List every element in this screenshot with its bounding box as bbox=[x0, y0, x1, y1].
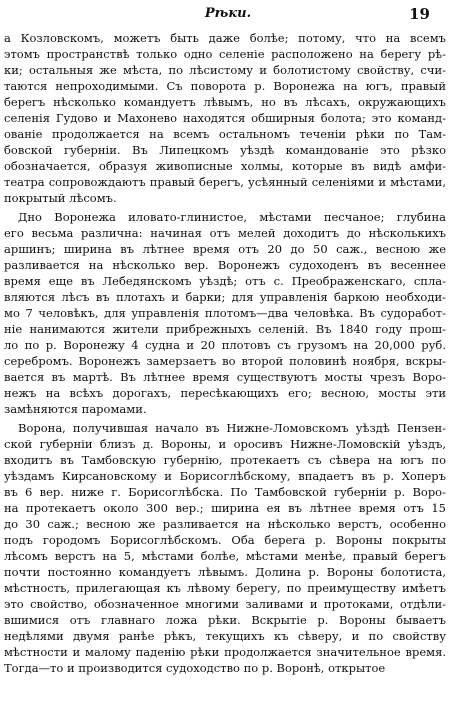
text-line: Дно Воронежа иловато-глинистое, мѣстами песчаное; глубина bbox=[18, 210, 446, 224]
text-line: почти постоянно командуетъ лѣвымъ. Долина р. Вороны болотиста, bbox=[4, 565, 446, 579]
text-line: аршинъ; ширина въ лѣтнее время отъ 20 до 50 саж., весною же bbox=[4, 242, 446, 256]
text-line: вшимися отъ главнаго ложа рѣки. Вскрытіе р. Вороны бываетъ bbox=[4, 613, 446, 627]
text-line: ки; остальныя же мѣста, по лѣсистому и болотистому свойству, счи- bbox=[4, 63, 446, 77]
text-line: его весьма различна: начиная отъ мелей доходитъ до нѣсколькихъ bbox=[4, 226, 446, 240]
text-line: а Козловскомъ, можетъ быть даже болѣе; потому, что на всемъ bbox=[4, 31, 446, 45]
body-text bbox=[4, 30, 446, 676]
text-line: вается въ мартѣ. Въ лѣтнее время существуютъ мосты чрезъ Воро- bbox=[4, 370, 446, 384]
text-line: Ворона, получившая начало въ Нижне-Ломовскомъ уѣздѣ Пензен- bbox=[18, 421, 446, 435]
text-line: бовской губерніи. Въ Липецкомъ уѣздѣ командованіе это рѣзко bbox=[4, 143, 446, 157]
page-header bbox=[0, 4, 456, 26]
text-line: театра сопровождаютъ правый берегъ, усѣянный селеніями и мѣстами, bbox=[4, 175, 446, 189]
text-line: время еще въ Лебедянскомъ уѣздѣ; отъ с. Преображенскаго, спла- bbox=[4, 274, 446, 288]
text-line: селенія Гудово и Махонево находятся обширныя болота; это команд- bbox=[4, 111, 446, 125]
text-line: вляются лѣсъ въ плотахъ и барки; для управленія баркою необходи- bbox=[4, 290, 446, 304]
text-line: берегъ нѣсколько командуетъ лѣвымъ, но въ лѣсахъ, окружающихъ bbox=[4, 95, 446, 109]
text-line: до 30 саж.; весною же разливается на нѣсколько верстъ, особенно bbox=[4, 517, 446, 531]
text-line: покрытый лѣсомъ. bbox=[4, 191, 117, 205]
text-line: Тогда—то и производится судоходство по р. Воронѣ, открытое bbox=[4, 661, 386, 675]
paragraph bbox=[4, 209, 446, 417]
text-line: лѣсомъ верстъ на 5, мѣстами болѣе, мѣстами менѣе, правый берегъ bbox=[4, 549, 446, 563]
page-number: 19 bbox=[409, 5, 430, 23]
text-line: ніе нанимаются жители прибрежныхъ селеній. Въ 1840 году прош- bbox=[4, 322, 446, 336]
text-line: ованіе продолжается на всемъ остальномъ теченіи рѣки по Там- bbox=[4, 127, 446, 141]
text-line: это свойство, обозначенное многими заливами и протоками, отдѣли- bbox=[4, 597, 446, 611]
text-line: нежъ на всѣхъ дорогахъ, пересѣкающихъ его; весною, мосты эти bbox=[4, 386, 446, 400]
text-line: ской губерніи близъ д. Вороны, и оросивъ Нижне-Ломовскій уѣздъ, bbox=[4, 437, 446, 451]
text-line: мѣстность, прилегающая къ лѣвому берегу, по преимуществу имѣетъ bbox=[4, 581, 446, 595]
text-line: замѣняются паромами. bbox=[4, 402, 147, 416]
text-line: обозначается, образуя живописные холмы, которые въ видѣ амфи- bbox=[4, 159, 446, 173]
text-line: мо 7 человѣкъ, для управленія плотомъ—два человѣка. Въ судоработ- bbox=[4, 306, 446, 320]
text-line: ло по р. Воронежу 4 судна и 20 плотовъ съ грузомъ на 20,000 руб. bbox=[4, 338, 446, 352]
text-line: входитъ въ Тамбовскую губернію, протекаетъ съ сѣвера на югъ по bbox=[4, 453, 446, 467]
paragraph bbox=[4, 30, 446, 206]
text-line: на протекаетъ около 300 вер.; ширина ея въ лѣтнее время отъ 15 bbox=[4, 501, 446, 515]
paragraph bbox=[4, 420, 446, 676]
text-line: таются непроходимыми. Съ поворота р. Воронежа на югъ, правый bbox=[4, 79, 446, 93]
running-title: Рѣки. bbox=[204, 6, 252, 21]
text-line: разливается на нѣсколько вер. Воронежъ судоходенъ въ весеннее bbox=[4, 258, 446, 272]
text-line: въ 6 вер. ниже г. Борисоглѣбска. По Тамбовской губерніи р. Воро- bbox=[4, 485, 446, 499]
text-line: подъ городомъ Борисоглѣбскомъ. Оба берега р. Вороны покрыты bbox=[4, 533, 446, 547]
text-line: серебромъ. Воронежъ замерзаетъ во второй половинѣ ноября, вскры- bbox=[4, 354, 446, 368]
text-line: уѣздамъ Кирсановскому и Борисоглѣбскому, впадаетъ въ р. Хоперъ bbox=[4, 469, 446, 483]
text-line: этомъ пространствѣ только одно селеніе расположено на берегу рѣ- bbox=[4, 47, 446, 61]
text-line: мѣстности и малому паденію рѣки продолжается значительное время. bbox=[4, 645, 446, 659]
text-line: недѣлями двумя ранѣе рѣкъ, текущихъ къ сѣверу, и по свойству bbox=[4, 629, 446, 643]
